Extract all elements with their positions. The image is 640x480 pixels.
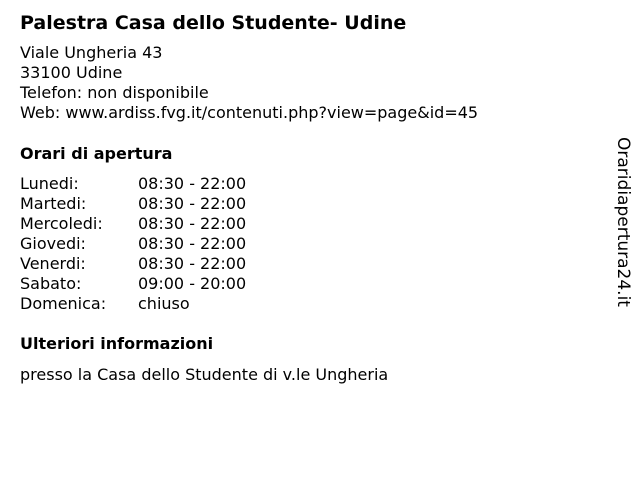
site-watermark bbox=[610, 134, 636, 309]
website-link[interactable]: Web: www.ardiss.fvg.it/contenuti.php?view=page&id=45 bbox=[20, 103, 479, 122]
hours-value: 09:00 - 20:00 bbox=[138, 274, 247, 293]
day-label: Lunedi: bbox=[20, 174, 79, 193]
hours-value: 08:30 - 22:00 bbox=[138, 254, 247, 273]
address-street: Viale Ungheria 43 bbox=[20, 43, 163, 62]
day-label: Domenica: bbox=[20, 294, 107, 313]
phone-text: Telefon: non disponibile bbox=[20, 83, 209, 102]
day-label: Martedi: bbox=[20, 194, 87, 213]
page-title: Palestra Casa dello Studente- Udine bbox=[20, 12, 407, 34]
site-name: Oraridiapertura24.it bbox=[613, 136, 633, 307]
day-label: Venerdi: bbox=[20, 254, 86, 273]
hours-value: chiuso bbox=[138, 294, 190, 313]
address-city: 33100 Udine bbox=[20, 63, 123, 82]
hours-value: 08:30 - 22:00 bbox=[138, 174, 247, 193]
hours-value: 08:30 - 22:00 bbox=[138, 194, 247, 213]
day-label: Mercoledi: bbox=[20, 214, 103, 233]
additional-info-text: presso la Casa dello Studente di v.le Ungheria bbox=[20, 365, 389, 384]
address-block bbox=[20, 43, 478, 123]
opening-hours-heading: Orari di apertura bbox=[20, 144, 173, 163]
hours-value: 08:30 - 22:00 bbox=[138, 234, 247, 253]
day-label: Sabato: bbox=[20, 274, 82, 293]
hours-value: 08:30 - 22:00 bbox=[138, 214, 247, 233]
day-label: Giovedi: bbox=[20, 234, 86, 253]
additional-info-heading: Ulteriori informazioni bbox=[20, 334, 214, 353]
